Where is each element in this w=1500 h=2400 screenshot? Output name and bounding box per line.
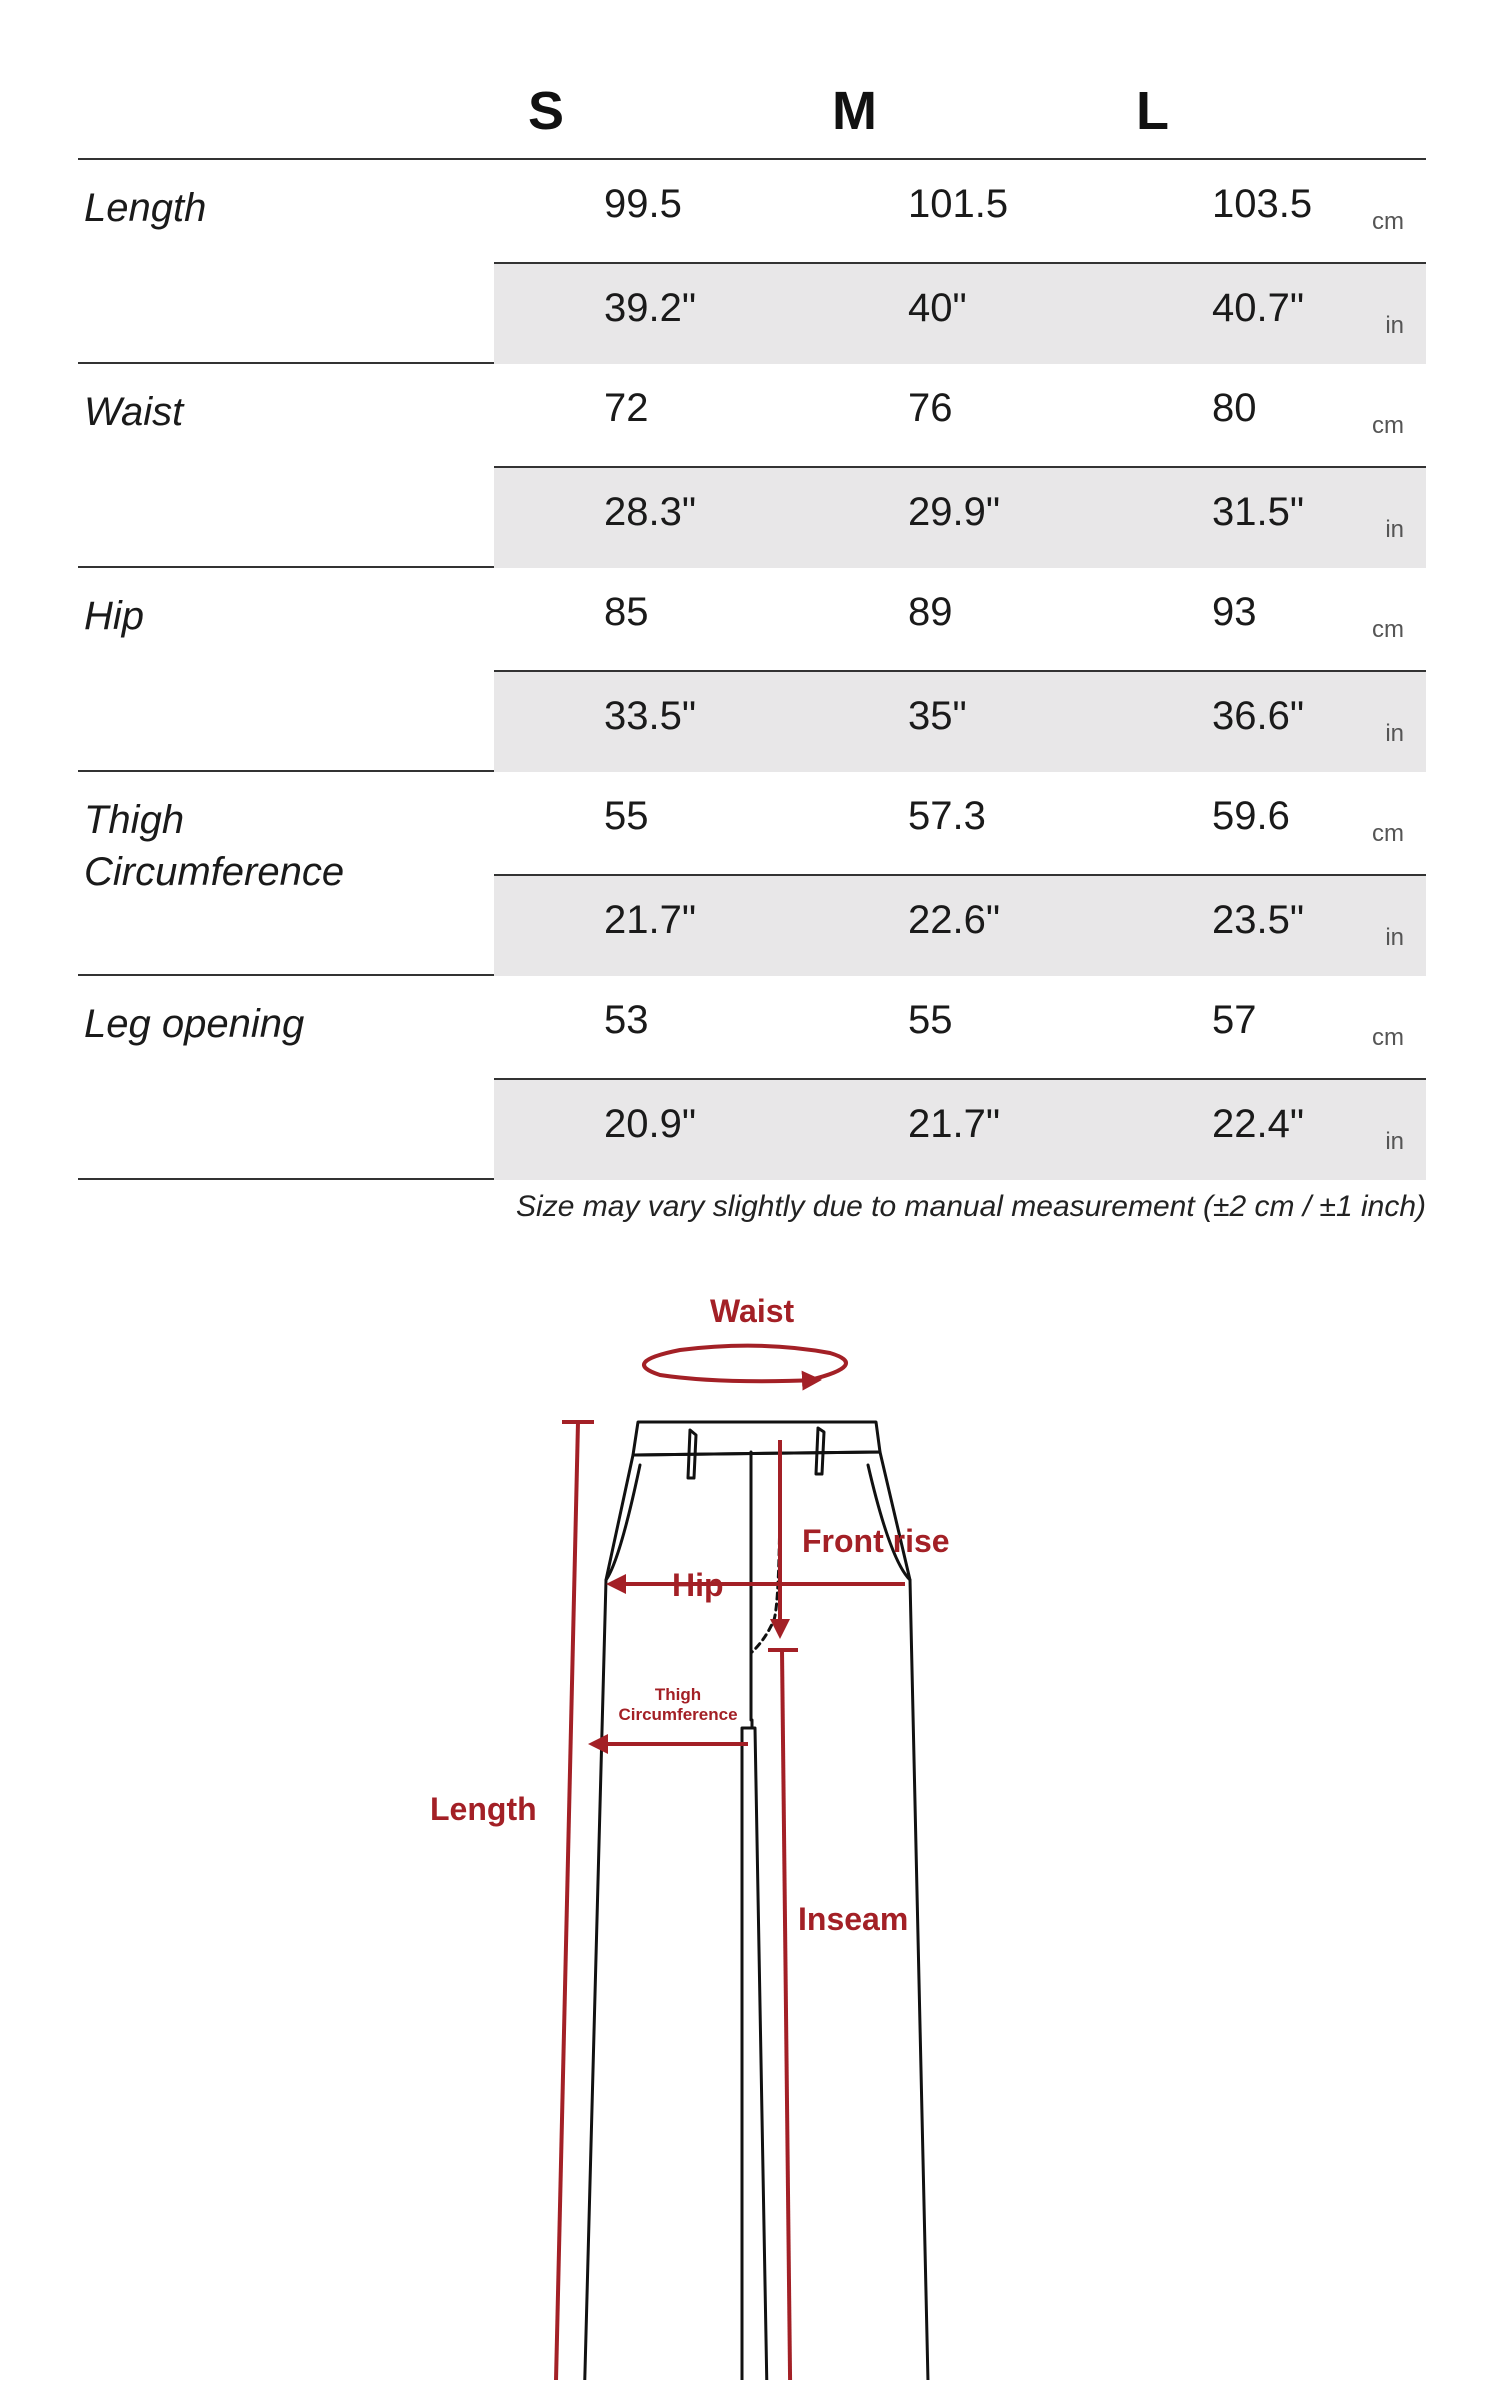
value-cell: 33.5" xyxy=(604,694,697,738)
measure-group-length xyxy=(78,160,1426,364)
value-cell: 39.2" xyxy=(604,286,697,330)
value-cell: 57 xyxy=(1212,998,1257,1042)
unit-cm-label: cm xyxy=(1372,412,1404,439)
unit-in-label: in xyxy=(1385,924,1404,951)
measure-label: Leg opening xyxy=(84,1002,305,1046)
inch-row xyxy=(494,262,1426,364)
value-cell: 23.5" xyxy=(1212,898,1305,942)
value-cell: 99.5 xyxy=(604,182,682,226)
value-cell: 20.9" xyxy=(604,1102,697,1146)
size-header-s: S xyxy=(528,81,565,141)
value-cell: 80 xyxy=(1212,386,1257,430)
unit-in-label: in xyxy=(1385,516,1404,543)
pants-diagram xyxy=(0,1260,1500,2380)
unit-in-label: in xyxy=(1385,720,1404,747)
inch-row xyxy=(494,1078,1426,1180)
value-cell: 35" xyxy=(908,694,967,738)
unit-cm-label: cm xyxy=(1372,616,1404,643)
size-header-m: M xyxy=(832,81,877,141)
value-cell: 55 xyxy=(908,998,953,1042)
cm-row xyxy=(494,160,1426,260)
hip-label: Hip xyxy=(672,1567,724,1603)
inch-row xyxy=(494,670,1426,772)
length-label: Length xyxy=(430,1791,537,1827)
thigh-label-line1: Thigh xyxy=(654,1685,702,1704)
unit-cm-label: cm xyxy=(1372,1024,1404,1051)
measurement-note: Size may vary slightly due to manual measurement (±2 cm / ±1 inch) xyxy=(516,1190,1426,1223)
size-header-row xyxy=(78,70,1426,160)
value-cell: 31.5" xyxy=(1212,490,1305,534)
measure-label: Hip xyxy=(84,594,145,638)
value-cell: 57.3 xyxy=(908,794,986,838)
value-cell: 28.3" xyxy=(604,490,697,534)
value-cell: 22.4" xyxy=(1212,1102,1305,1146)
value-cell: 36.6" xyxy=(1212,694,1305,738)
cm-row xyxy=(494,976,1426,1076)
length-arrow xyxy=(552,1422,578,2380)
belt-loop-right xyxy=(816,1428,824,1474)
waist-arrow xyxy=(644,1346,846,1382)
measure-label-line: Thigh xyxy=(84,798,185,842)
measure-label-line: Circumference xyxy=(84,850,345,894)
cm-row xyxy=(494,772,1426,872)
value-cell: 40" xyxy=(908,286,967,330)
value-cell: 85 xyxy=(604,590,649,634)
cm-row xyxy=(494,568,1426,668)
value-cell: 76 xyxy=(908,386,953,430)
value-cell: 103.5 xyxy=(1212,182,1313,226)
value-cell: 89 xyxy=(908,590,953,634)
unit-cm-label: cm xyxy=(1372,820,1404,847)
unit-in-label: in xyxy=(1385,312,1404,339)
value-cell: 59.6 xyxy=(1212,794,1290,838)
inch-row xyxy=(494,466,1426,568)
unit-in-label: in xyxy=(1385,1128,1404,1155)
value-cell: 93 xyxy=(1212,590,1257,634)
value-cell: 21.7" xyxy=(604,898,697,942)
value-cell: 29.9" xyxy=(908,490,1001,534)
measure-label: Waist xyxy=(84,390,184,434)
value-cell: 72 xyxy=(604,386,649,430)
measure-label: Length xyxy=(84,186,207,230)
measure-group-waist xyxy=(78,364,1426,568)
value-cell: 55 xyxy=(604,794,649,838)
value-cell: 22.6" xyxy=(908,898,1001,942)
waist-label: Waist xyxy=(710,1293,795,1329)
measure-group-hip xyxy=(78,568,1426,772)
inseam-label: Inseam xyxy=(798,1901,909,1937)
measurement-arrows xyxy=(552,1346,905,2380)
front-rise-label: Front rise xyxy=(802,1523,950,1559)
measure-group-leg-opening xyxy=(78,976,1426,1180)
thigh-label-line2: Circumference xyxy=(618,1705,738,1724)
unit-cm-label: cm xyxy=(1372,208,1404,235)
size-header-l: L xyxy=(1136,81,1169,141)
value-cell: 101.5 xyxy=(908,182,1009,226)
fly-stitching xyxy=(752,1472,780,1652)
value-cell: 21.7" xyxy=(908,1102,1001,1146)
waistband-outline xyxy=(633,1422,880,1455)
measure-group-thigh xyxy=(78,772,1426,976)
measure-label xyxy=(84,794,484,898)
value-cell: 53 xyxy=(604,998,649,1042)
value-cell: 40.7" xyxy=(1212,286,1305,330)
size-table xyxy=(78,70,1426,1180)
inch-row xyxy=(494,874,1426,976)
inseam-arrow xyxy=(782,1650,792,2380)
cm-row xyxy=(494,364,1426,464)
